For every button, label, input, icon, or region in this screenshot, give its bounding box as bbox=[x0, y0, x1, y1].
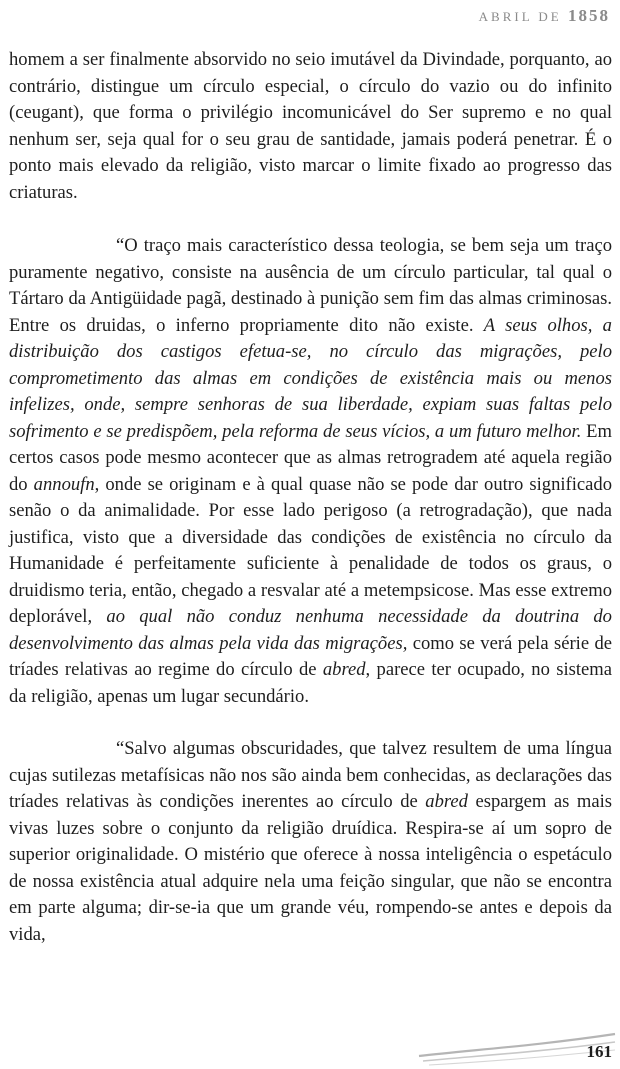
page-number: 161 bbox=[586, 1042, 612, 1061]
p3-italic-b: abred bbox=[425, 791, 468, 812]
paragraph-3 bbox=[9, 736, 612, 948]
p2-italic-f: ao qual não conduz nenhuma necessidade da doutrina do desenvolvimento das almas pela vida das migrações, bbox=[9, 606, 612, 654]
page-body bbox=[9, 47, 612, 948]
p2-text-e: , onde se originam e à qual quase não se pode dar outro significado senão o da animalidade. Por esse lado perigoso (a retrogradação), que nada justifica, visto que a diversidade das condições de existência no círculo da Humanidade é perfeitamente suficiente à penalidade de todos os graus, o druidismo teria, então, chegado a resvalar até a metempsicose. Mas esse extremo deplorável, bbox=[9, 473, 612, 627]
paragraph-2 bbox=[9, 233, 612, 710]
p2-text-c: Em certos casos pode mesmo acontecer que as almas retrogradem até aquela região do bbox=[9, 420, 612, 495]
p3-text-c: espargem as mais vivas luzes sobre o conjunto da religião druídica. Respira-se aí um sopro de superior originalidade. O mistério que oferece à nossa inteligência o espetáculo de nossa existência atual adquire nela uma feição singular, que não se encontra em parte alguma; dir-se-ia que um grande véu, rompendo-se antes e depois da vida, bbox=[9, 791, 612, 945]
paragraph-1: homem a ser finalmente absorvido no seio imutável da Divindade, porquanto, ao contrário, distingue um círculo especial, o círculo do vazio ou do infinito (ceugant), que forma o privilégio incomunicável do Ser supremo e no qual nenhum ser, seja qual for o seu grau de santidade, jamais poderá penetrar. É o ponto mais elevado da religião, visto marcar o limite fixado ao progresso das criaturas. bbox=[9, 49, 612, 203]
p2-italic-d: annoufn bbox=[33, 473, 95, 495]
p2-italic-h: abred bbox=[322, 659, 366, 680]
p2-text-a: “O traço mais característico dessa teologia, se bem seja um traço puramente negativo, consiste na ausência de um círculo particular, tal qual o Tártaro da Antigüidade pagã, destinado à punição sem fim das almas criminosas. Entre os druidas, o inferno propriamente dito não existe. bbox=[9, 235, 612, 336]
header-year: 1858 bbox=[568, 6, 610, 25]
p2-text-g: como se verá pela série de tríades relativas ao regime do círculo de bbox=[9, 632, 612, 680]
p2-italic-b: A seus olhos, a distribuição dos castigos efetua-se, no círculo das migrações, pelo comprometimento das almas em condições de existência mais ou menos infelizes, onde, sempre senhoras de sua liberdade, expiam suas faltas pelo sofrimento e se predispõem, pela reforma de seus vícios, a um futuro melhor. bbox=[9, 314, 612, 442]
p3-text-a: “Salvo algumas obscuridades, que talvez resultem de uma língua cujas sutilezas metafísicas não nos são ainda bem conhecidas, as declarações das tríades relativas às condições inerentes ao círculo de bbox=[9, 738, 612, 812]
running-header bbox=[479, 6, 610, 26]
header-text: ABRIL DE bbox=[478, 9, 562, 24]
p2-text-i: , parece ter ocupado, no sistema da religião, apenas um lugar secundário. bbox=[9, 659, 612, 707]
